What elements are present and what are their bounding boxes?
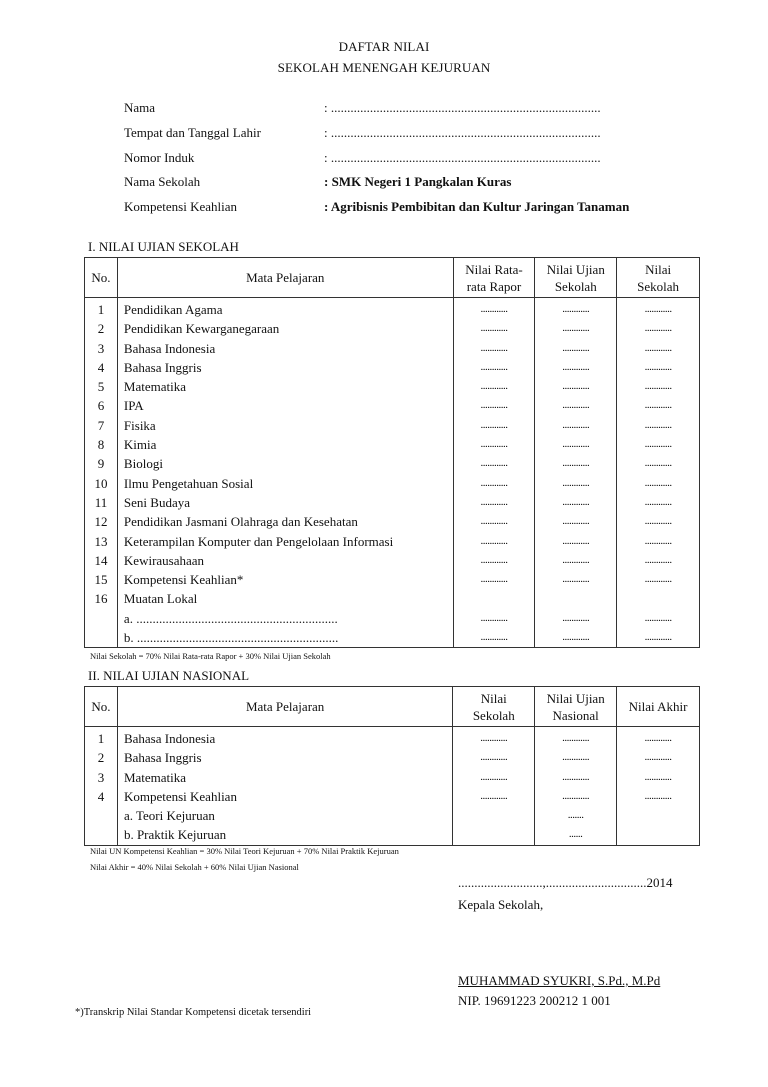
table-row <box>85 377 700 396</box>
row-value-2: ............ <box>535 628 617 648</box>
row-subject: Seni Budaya <box>117 493 453 512</box>
table-row <box>85 512 700 531</box>
row-number <box>85 609 118 628</box>
table-row <box>85 570 700 589</box>
row-value-2: ...... <box>535 825 617 845</box>
document-subtitle: SEKOLAH MENENGAH KEJURUAN <box>277 60 491 75</box>
table-row <box>85 768 700 787</box>
row-subject: a. Teori Kejuruan <box>117 806 452 825</box>
row-number: 4 <box>85 787 118 806</box>
row-value-2: ............ <box>535 416 617 435</box>
row-value-3: ............ <box>617 787 700 806</box>
row-number: 5 <box>85 377 118 396</box>
row-value-1 <box>453 806 535 825</box>
table-row <box>85 396 700 415</box>
row-subject: Keterampilan Komputer dan Pengelolaan Informasi <box>117 532 453 551</box>
row-value-3: ............ <box>617 435 700 454</box>
row-value-2 <box>535 589 617 608</box>
row-value-1: ............ <box>453 435 535 454</box>
row-subject: Kewirausahaan <box>117 551 453 570</box>
header-nilai-ujian-nasional: Nilai Ujian Nasional <box>535 687 617 727</box>
row-number <box>85 628 118 648</box>
identity-label-nama-sekolah: Nama Sekolah <box>124 174 201 189</box>
row-value-3: ............ <box>617 454 700 473</box>
table-row <box>85 298 700 320</box>
row-value-1: ............ <box>453 570 535 589</box>
row-number <box>85 806 118 825</box>
row-value-3: ............ <box>617 628 700 648</box>
table-row <box>85 416 700 435</box>
table-row <box>85 358 700 377</box>
row-value-1 <box>453 589 535 608</box>
row-value-2: ............ <box>535 474 617 493</box>
row-value-3 <box>617 589 700 608</box>
row-value-1: ............ <box>453 416 535 435</box>
row-value-3: ............ <box>617 570 700 589</box>
row-subject: Ilmu Pengetahuan Sosial <box>117 474 453 493</box>
row-value-2: ............ <box>535 454 617 473</box>
row-subject: a. .............................................................. <box>117 609 453 628</box>
row-subject: b. Praktik Kejuruan <box>117 825 452 845</box>
row-number: 2 <box>85 319 118 338</box>
row-value-2: ............ <box>535 787 617 806</box>
row-subject: Matematika <box>117 768 452 787</box>
signature-nip: NIP. 19691223 200212 1 001 <box>458 993 611 1008</box>
row-value-3: ............ <box>617 532 700 551</box>
document-title: DAFTAR NILAI <box>338 39 430 54</box>
row-value-1: ............ <box>453 454 535 473</box>
row-subject: Bahasa Inggris <box>117 358 453 377</box>
table-row <box>85 727 700 749</box>
row-value-1: ............ <box>453 532 535 551</box>
row-value-2: ............ <box>535 377 617 396</box>
section-1-title: I. NILAI UJIAN SEKOLAH <box>88 239 239 254</box>
footnote: *)Transkrip Nilai Standar Kompetensi dicetak tersendiri <box>75 1007 312 1018</box>
row-value-1: ............ <box>453 319 535 338</box>
header-subject: Mata Pelajaran <box>117 258 453 298</box>
row-value-1 <box>453 825 535 845</box>
row-value-3: ............ <box>617 319 700 338</box>
row-number: 16 <box>85 589 118 608</box>
table-row <box>85 825 700 845</box>
section-2-title: II. NILAI UJIAN NASIONAL <box>88 668 250 683</box>
row-value-1: ............ <box>453 768 535 787</box>
row-value-3: ............ <box>617 609 700 628</box>
row-value-1: ............ <box>453 609 535 628</box>
row-subject: Pendidikan Kewarganegaraan <box>117 319 453 338</box>
row-value-1: ............ <box>453 628 535 648</box>
table-row <box>85 435 700 454</box>
row-subject: b. .............................................................. <box>117 628 453 648</box>
table-row <box>85 493 700 512</box>
row-value-2: ............ <box>535 532 617 551</box>
table-row <box>85 551 700 570</box>
row-subject: Biologi <box>117 454 453 473</box>
row-value-1: ............ <box>453 787 535 806</box>
row-number: 14 <box>85 551 118 570</box>
row-number: 3 <box>85 768 118 787</box>
table-row <box>85 787 700 806</box>
header-nilai-sekolah: Nilai Sekolah <box>453 687 535 727</box>
row-number <box>85 825 118 845</box>
row-number: 3 <box>85 339 118 358</box>
identity-value-kompetensi: : Agribisnis Pembibitan dan Kultur Jaringan Tanaman <box>324 199 630 214</box>
row-number: 4 <box>85 358 118 377</box>
row-value-3: ............ <box>617 298 700 320</box>
table-row <box>85 474 700 493</box>
row-number: 13 <box>85 532 118 551</box>
row-value-2: ............ <box>535 768 617 787</box>
row-value-2: ............ <box>535 493 617 512</box>
row-value-2: ............ <box>535 298 617 320</box>
identity-label-kompetensi: Kompetensi Keahlian <box>124 199 237 214</box>
row-value-1: ............ <box>453 339 535 358</box>
row-value-1: ............ <box>453 727 535 749</box>
signature-name: MUHAMMAD SYUKRI, S.Pd., M.Pd <box>458 973 661 988</box>
row-value-2: ............ <box>535 609 617 628</box>
row-subject: Kompetensi Keahlian <box>117 787 452 806</box>
table-row <box>85 319 700 338</box>
row-subject: Bahasa Inggris <box>117 748 452 767</box>
header-nilai-akhir: Nilai Akhir <box>617 687 700 727</box>
row-value-2: ............ <box>535 435 617 454</box>
row-number: 15 <box>85 570 118 589</box>
table-row <box>85 609 700 628</box>
table-row <box>85 628 700 648</box>
row-value-3 <box>617 806 700 825</box>
row-value-1: ............ <box>453 474 535 493</box>
row-value-1: ............ <box>453 512 535 531</box>
row-number: 9 <box>85 454 118 473</box>
header-no: No. <box>85 258 118 298</box>
row-value-3: ............ <box>617 377 700 396</box>
row-value-1: ............ <box>453 396 535 415</box>
identity-value-ttl: : ................................................................................... <box>324 125 601 140</box>
row-value-2: ............ <box>535 339 617 358</box>
row-value-3: ............ <box>617 768 700 787</box>
row-subject: Kompetensi Keahlian* <box>117 570 453 589</box>
row-subject: Matematika <box>117 377 453 396</box>
section-1-note: Nilai Sekolah = 70% Nilai Rata-rata Rapor + 30% Nilai Ujian Sekolah <box>90 651 331 661</box>
header-subject: Mata Pelajaran <box>117 687 452 727</box>
table-row <box>85 454 700 473</box>
row-number: 1 <box>85 298 118 320</box>
header-no: No. <box>85 687 118 727</box>
row-value-3: ............ <box>617 339 700 358</box>
table-row <box>85 589 700 608</box>
school-exam-table <box>84 257 700 648</box>
row-value-2: ............ <box>535 512 617 531</box>
identity-label-nomor-induk: Nomor Induk <box>124 150 195 165</box>
row-value-2: ............ <box>535 748 617 767</box>
row-value-3: ............ <box>617 748 700 767</box>
row-subject: Bahasa Indonesia <box>117 727 452 749</box>
row-number: 12 <box>85 512 118 531</box>
row-subject: Pendidikan Jasmani Olahraga dan Kesehatan <box>117 512 453 531</box>
row-number: 10 <box>85 474 118 493</box>
row-subject: Fisika <box>117 416 453 435</box>
row-value-3: ............ <box>617 474 700 493</box>
row-value-2: ....... <box>535 806 617 825</box>
row-value-3: ............ <box>617 512 700 531</box>
row-value-3: ............ <box>617 416 700 435</box>
table-row <box>85 532 700 551</box>
national-exam-table <box>84 686 700 846</box>
header-nilai-ujian-sekolah: Nilai Ujian Sekolah <box>535 258 617 298</box>
row-number: 1 <box>85 727 118 749</box>
row-value-2: ............ <box>535 396 617 415</box>
table-row <box>85 339 700 358</box>
row-value-2: ............ <box>535 319 617 338</box>
header-nilai-sekolah: Nilai Sekolah <box>617 258 700 298</box>
row-number: 8 <box>85 435 118 454</box>
row-number: 2 <box>85 748 118 767</box>
identity-value-nama: : ................................................................................... <box>324 100 601 115</box>
row-subject: IPA <box>117 396 453 415</box>
row-value-3: ............ <box>617 358 700 377</box>
row-value-3 <box>617 825 700 845</box>
row-subject: Muatan Lokal <box>117 589 453 608</box>
identity-value-nomor-induk: : ................................................................................... <box>324 150 601 165</box>
row-number: 7 <box>85 416 118 435</box>
row-subject: Pendidikan Agama <box>117 298 453 320</box>
row-value-1: ............ <box>453 493 535 512</box>
identity-label-ttl: Tempat dan Tanggal Lahir <box>124 125 261 140</box>
signature-position: Kepala Sekolah, <box>458 897 544 912</box>
row-subject: Bahasa Indonesia <box>117 339 453 358</box>
row-value-1: ............ <box>453 551 535 570</box>
section-2-note-2: Nilai Akhir = 40% Nilai Sekolah + 60% Nilai Ujian Nasional <box>90 862 299 872</box>
section-2-note-1: Nilai UN Kompetensi Keahlian = 30% Nilai Teori Kejuruan + 70% Nilai Praktik Kejuruan <box>90 846 399 856</box>
row-value-2: ............ <box>535 358 617 377</box>
row-value-1: ............ <box>453 298 535 320</box>
row-number: 11 <box>85 493 118 512</box>
identity-label-nama: Nama <box>124 100 156 115</box>
row-value-1: ............ <box>453 358 535 377</box>
table-row <box>85 806 700 825</box>
row-value-3: ............ <box>617 493 700 512</box>
row-value-3: ............ <box>617 396 700 415</box>
row-value-2: ............ <box>535 727 617 749</box>
table-row <box>85 748 700 767</box>
row-number: 6 <box>85 396 118 415</box>
row-subject: Kimia <box>117 435 453 454</box>
row-value-2: ............ <box>535 551 617 570</box>
row-value-1: ............ <box>453 377 535 396</box>
header-nilai-rapor: Nilai Rata- rata Rapor <box>453 258 535 298</box>
identity-value-nama-sekolah: : SMK Negeri 1 Pangkalan Kuras <box>324 174 512 189</box>
row-value-3: ............ <box>617 727 700 749</box>
row-value-2: ............ <box>535 570 617 589</box>
row-value-1: ............ <box>453 748 535 767</box>
signature-date-line: ..........................,...............................2014 <box>458 875 673 890</box>
row-value-3: ............ <box>617 551 700 570</box>
